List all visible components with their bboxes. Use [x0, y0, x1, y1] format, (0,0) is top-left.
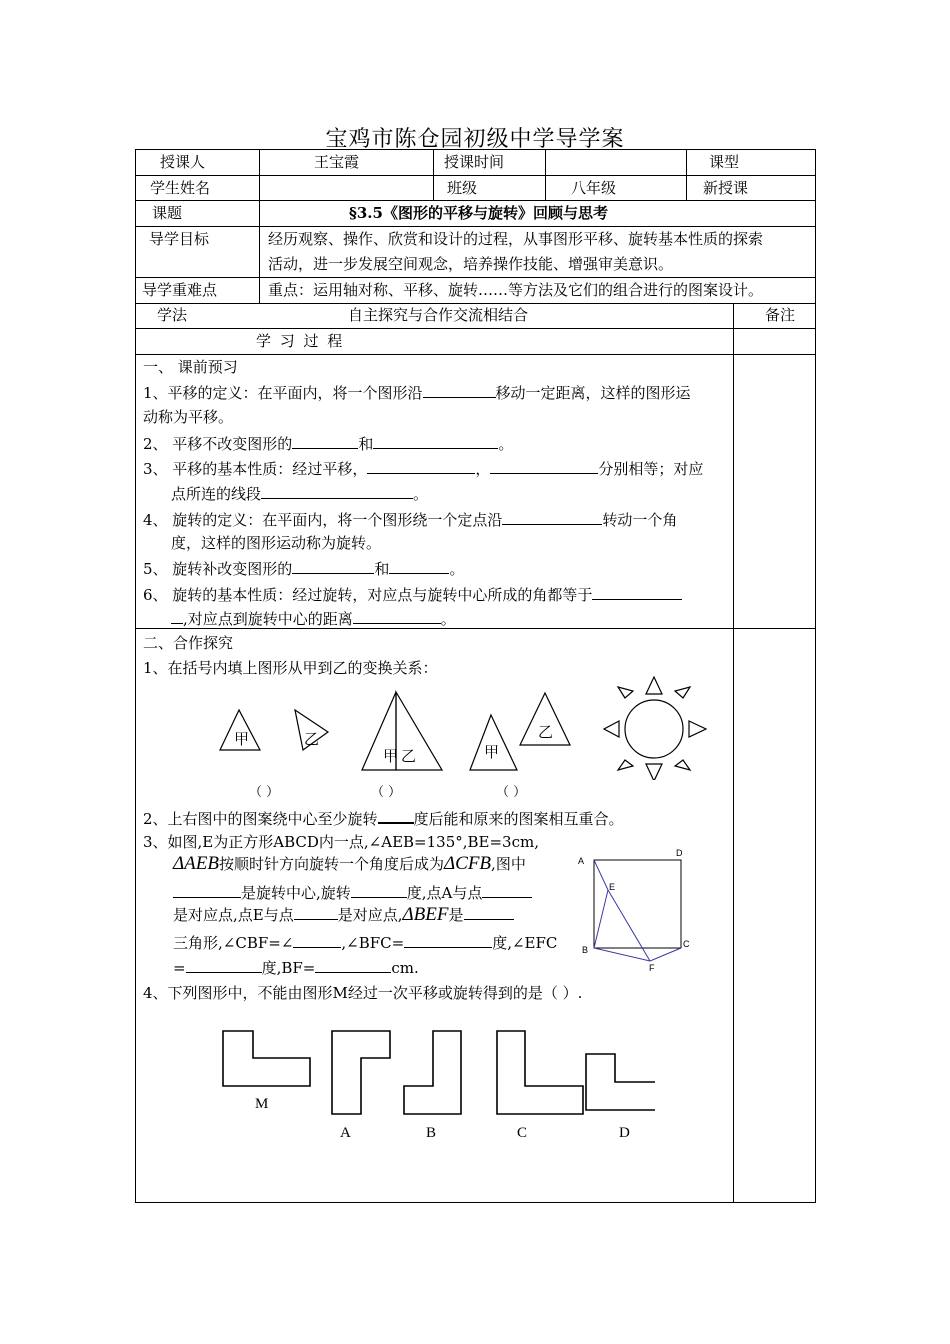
explore-heading: 二、合作探究 — [143, 634, 234, 652]
topic-value: §3.5《图形的平移与旋转》回顾与思考 — [349, 204, 608, 222]
answer-paren-1[interactable]: （ ） — [249, 785, 280, 800]
yi-label-2: 乙 — [401, 749, 417, 765]
lesson-type-value: 新授课 — [703, 179, 749, 197]
transform-figures — [200, 670, 730, 780]
square-figure — [580, 848, 700, 978]
shape-label-c: C — [517, 1125, 528, 1141]
time-label: 授课时间 — [444, 153, 505, 171]
shape-label-b: B — [426, 1125, 437, 1141]
explore-q3-line4: 是对应点,点E与点 是对应点,ΔBEF是 — [173, 903, 514, 926]
method-value: 自主探究与合作交流相结合 — [348, 306, 529, 324]
notes-label: 备注 — [765, 306, 796, 324]
answer-paren-3[interactable]: （ ） — [496, 785, 527, 800]
teacher-value: 王宝霞 — [314, 153, 360, 171]
explore-q3-line2: ΔAEB按顺时针方向旋转一个角度后成为ΔCFB,图中 — [173, 853, 526, 874]
jia-label-1: 甲 — [234, 732, 250, 748]
page-title: 宝鸡市陈仓园初级中学导学案 — [325, 127, 625, 152]
explore-q3-line5: 三角形,∠CBF=∠ ,∠BFC= 度,∠EFC — [173, 931, 557, 954]
preview-q6: 6、 旋转的基本性质：经过旋转，对应点与旋转中心所成的角都等于 — [143, 583, 682, 606]
class-value: 八年级 — [571, 179, 617, 197]
point-e: E — [609, 882, 616, 892]
goal-line2: 活动，进一步发展空间观念，培养操作技能、增强审美意识。 — [268, 255, 674, 273]
teacher-label: 授课人 — [160, 153, 206, 171]
key-label: 导学重难点 — [142, 281, 218, 299]
jia-label-2: 甲 — [383, 749, 399, 765]
preview-q3: 3、 平移的基本性质：经过平移， ， 分别相等；对应 — [143, 457, 703, 480]
class-label: 班级 — [447, 179, 478, 197]
shape-label-d: D — [619, 1125, 630, 1141]
explore-q4: 4、下列图形中，不能由图形M经过一次平移或旋转得到的是（ ）. — [143, 984, 583, 1002]
goal-line1: 经历观察、操作、欣赏和设计的过程，从事图形平移、旋转基本性质的探索 — [268, 230, 764, 248]
jia-label-3: 甲 — [484, 745, 500, 761]
shape-label-a: A — [340, 1125, 351, 1141]
preview-q4: 4、 旋转的定义：在平面内，将一个图形绕一个定点沿 转动一个角 — [143, 508, 677, 531]
key-value: 重点：运用轴对称、平移、旋转……等方法及它们的组合进行的图案设计。 — [268, 281, 764, 299]
l-shape-figures — [215, 1020, 655, 1120]
preview-q1: 1、平移的定义：在平面内，将一个图形沿 移动一定距离，这样的图形运 — [143, 381, 691, 404]
preview-q3-cont: 点所连的线段 。 — [171, 482, 428, 505]
student-label: 学生姓名 — [150, 179, 211, 197]
goal-label: 导学目标 — [149, 230, 210, 248]
preview-q5: 5、 旋转补改变图形的 和 。 — [143, 557, 464, 580]
point-f: F — [649, 963, 655, 973]
method-label: 学法 — [157, 306, 188, 324]
explore-q3: 3、如图,E为正方形ABCD内一点,∠AEB=135°,BE=3cm, — [143, 833, 539, 851]
preview-q2: 2、 平移不改变图形的 和 。 — [143, 432, 513, 455]
point-d: D — [676, 848, 683, 858]
explore-q1: 1、在括号内填上图形从甲到乙的变换关系： — [143, 659, 438, 677]
explore-q3-line6: = 度,BF= cm. — [173, 956, 419, 979]
process-label: 学 习 过 程 — [256, 332, 345, 350]
type-label: 课型 — [709, 153, 740, 171]
point-b: B — [582, 945, 589, 955]
answer-paren-2[interactable]: （ ） — [371, 785, 402, 800]
topic-label: 课题 — [152, 204, 183, 222]
shape-label-m: M — [255, 1096, 269, 1112]
preview-q6-cont: ,对应点到旋转中心的距离 。 — [171, 607, 456, 630]
yi-label-3: 乙 — [538, 725, 554, 741]
preview-q1-cont: 动称为平移。 — [143, 408, 234, 426]
preview-heading: 一、 课前预习 — [143, 358, 238, 376]
yi-label-1: 乙 — [304, 732, 320, 748]
explore-q2: 2、上右图中的图案绕中心至少旋转 度后能和原来的图案相互重合。 — [143, 806, 624, 830]
point-c: C — [683, 939, 690, 949]
preview-q4-cont: 度，这样的图形运动称为旋转。 — [171, 534, 382, 552]
explore-q3-line3: 是旋转中心,旋转 度,点A与点 — [173, 881, 532, 904]
point-a: A — [578, 856, 585, 866]
